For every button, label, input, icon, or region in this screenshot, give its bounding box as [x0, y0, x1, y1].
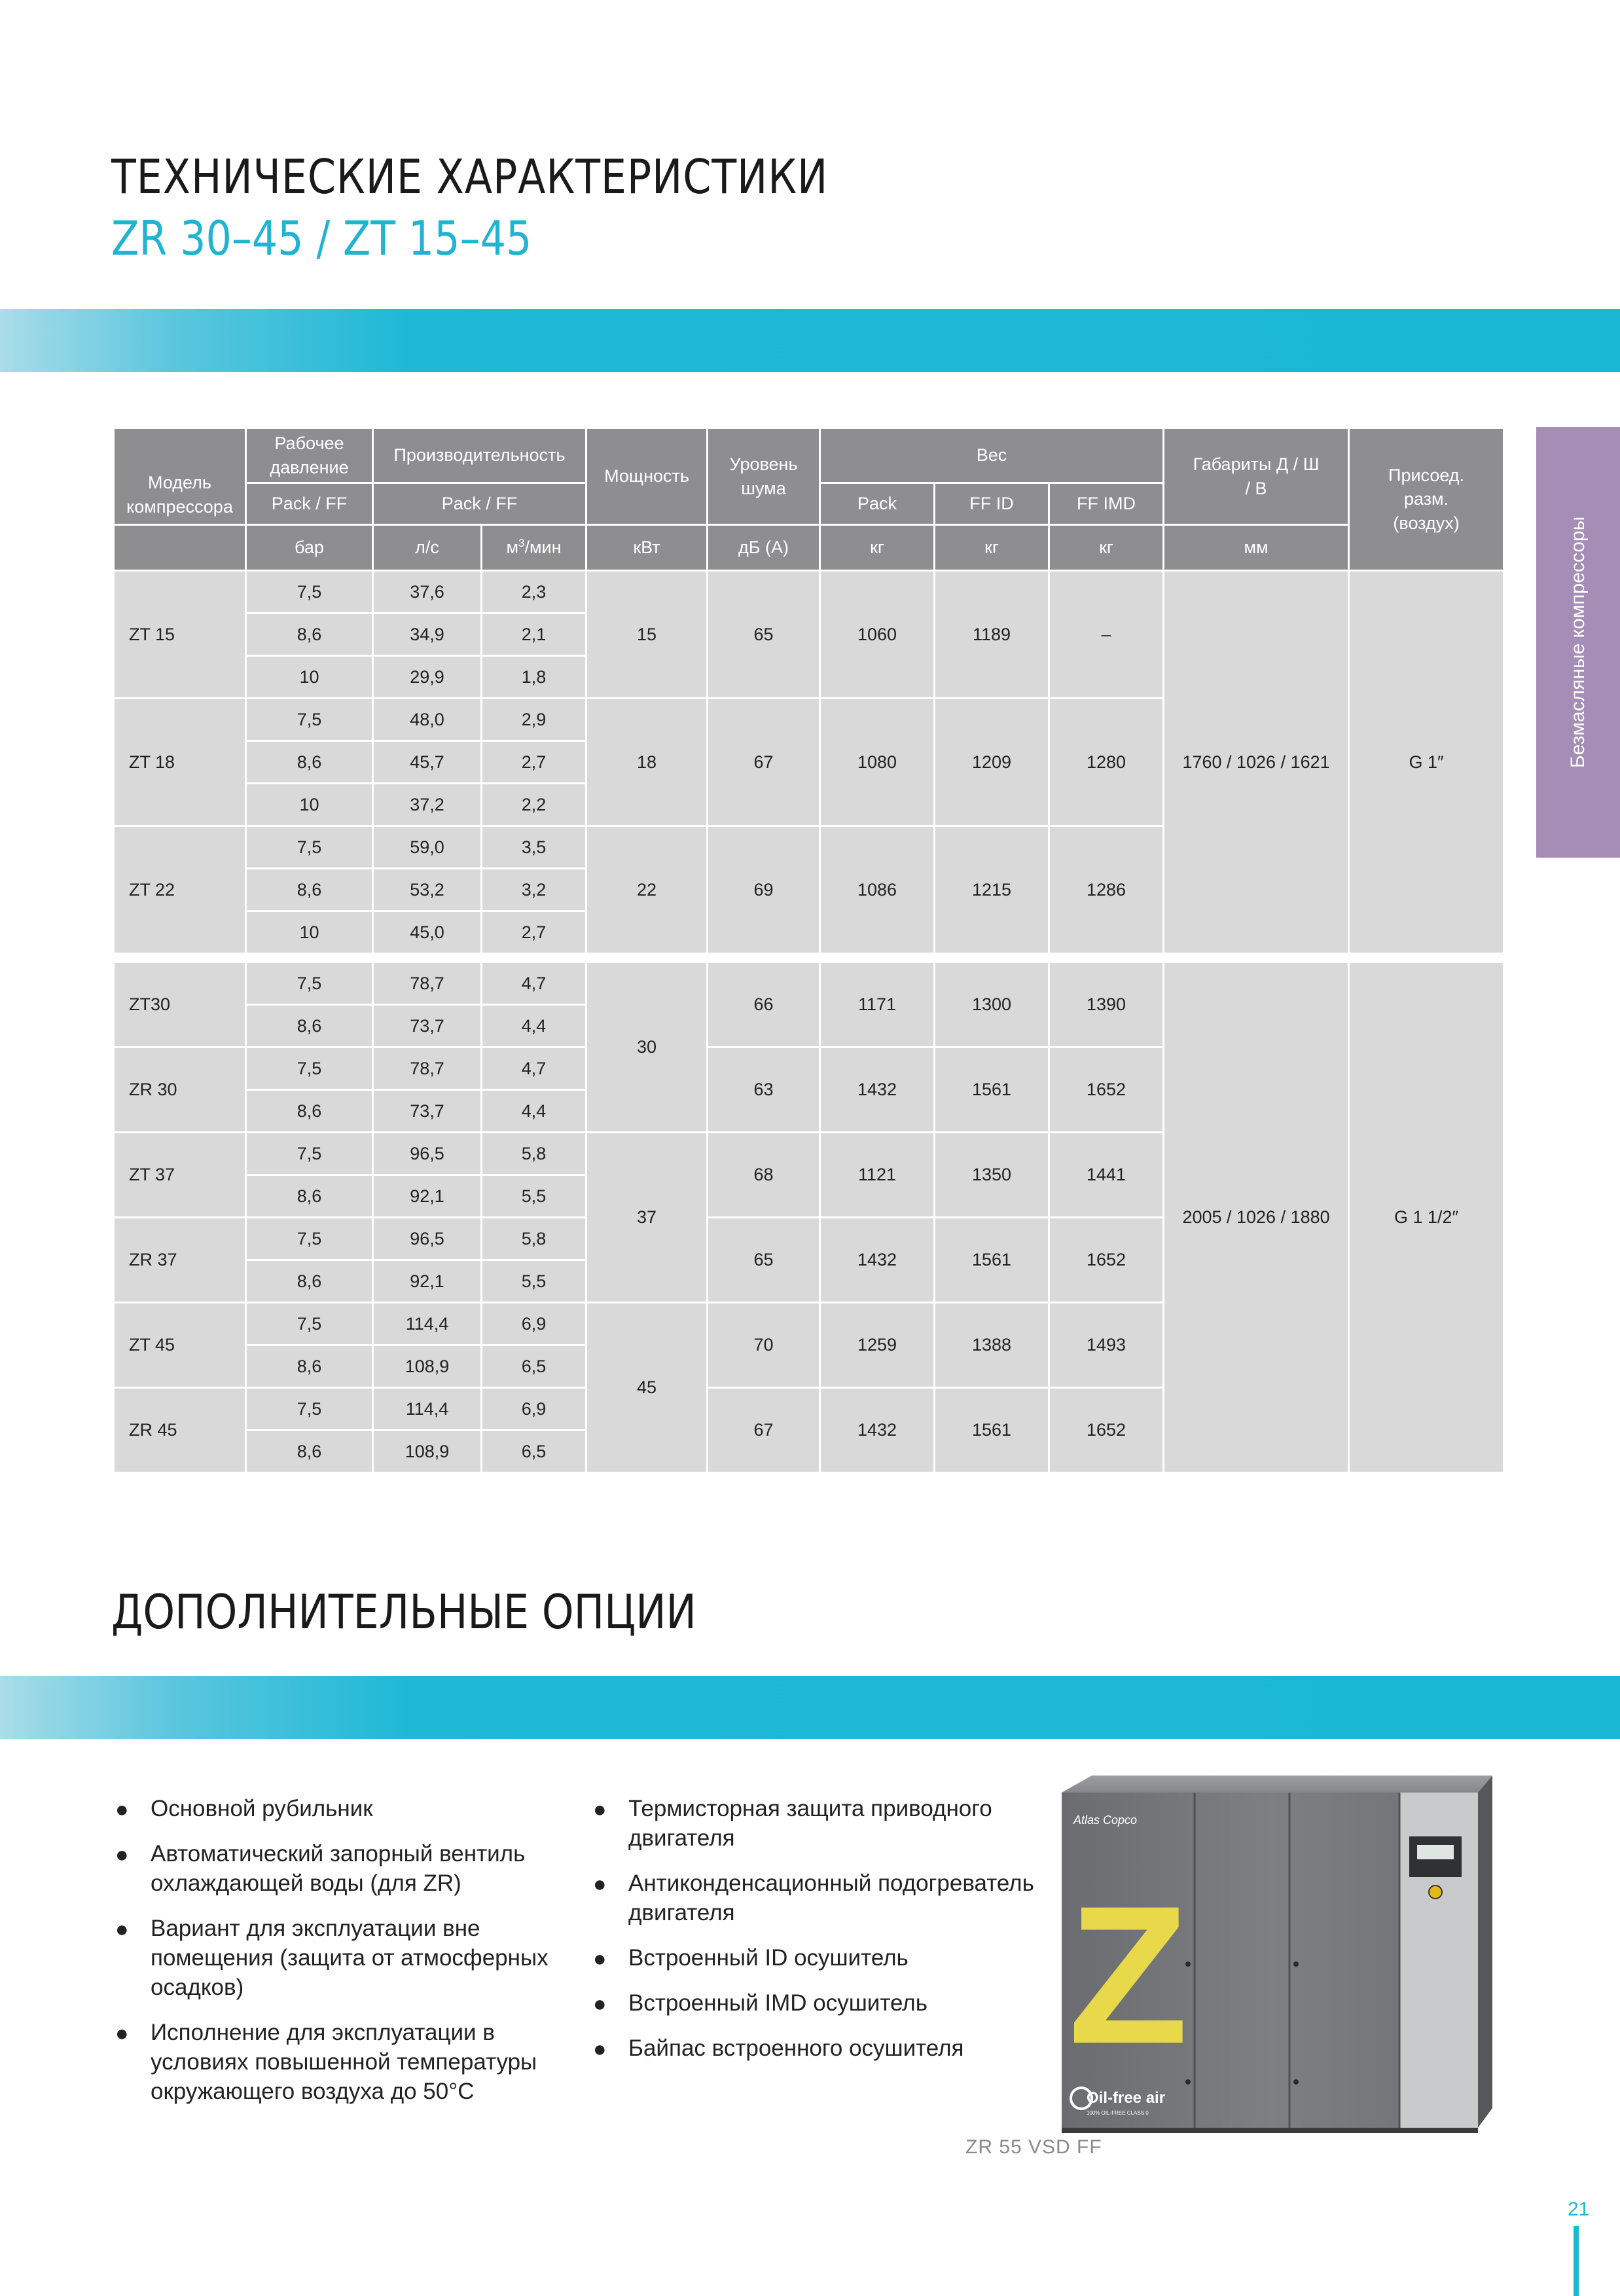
cell-pressure: 8,6 [246, 1005, 373, 1048]
cell-pressure: 8,6 [246, 1430, 373, 1473]
cell-capacity-ls: 53,2 [373, 869, 482, 911]
option-text: Встроенный IMD осушитель [628, 1990, 927, 2016]
cell-model: ZR 30 [114, 1048, 246, 1133]
cell-weight-ffid: 1350 [935, 1133, 1049, 1218]
cell-weight-ffimd: 1441 [1049, 1133, 1164, 1218]
header-unit-kg: кг [935, 525, 1049, 571]
header-capacity: Производительность [373, 428, 586, 483]
section-side-tab [1536, 427, 1620, 858]
cell-capacity-ls: 108,9 [373, 1345, 482, 1388]
cell-weight-ffid: 1561 [935, 1388, 1049, 1473]
cell-pressure: 7,5 [246, 571, 373, 613]
option-item [589, 1943, 1060, 1973]
cell-capacity-ls: 73,7 [373, 1005, 482, 1048]
cell-model: ZT 45 [114, 1303, 246, 1388]
table-row [114, 571, 1504, 613]
cell-pressure: 8,6 [246, 1345, 373, 1388]
cell-weight-ffid: 1388 [935, 1303, 1049, 1388]
cell-pressure: 8,6 [246, 1090, 373, 1133]
header-pressure-sub: Pack / FF [246, 483, 373, 525]
header-unit-kg: кг [1049, 525, 1164, 571]
table-row [114, 962, 1504, 1005]
header-pressure: Рабочее давление [246, 428, 373, 483]
cell-capacity-ls: 37,6 [373, 571, 482, 613]
cell-weight-pack: 1121 [820, 1133, 935, 1218]
cell-pressure: 8,6 [246, 613, 373, 656]
cell-dimensions: 2005 / 1026 / 1880 [1164, 962, 1349, 1473]
cell-capacity-m3: 4,4 [482, 1090, 586, 1133]
cell-capacity-m3: 6,5 [482, 1430, 586, 1473]
oil-free-badge: Oil-free air [1087, 2089, 1166, 2107]
option-text: Вариант для эксплуатации вне помещения (защита от атмосферных осадков) [151, 1916, 549, 2000]
cell-pressure: 7,5 [246, 1388, 373, 1430]
decorative-band [0, 309, 1620, 372]
cell-dimensions: 1760 / 1026 / 1621 [1164, 571, 1349, 954]
option-item [111, 1839, 569, 1898]
cell-model: ZT 22 [114, 826, 246, 954]
cell-pressure: 7,5 [246, 1303, 373, 1345]
cell-noise: 63 [708, 1048, 820, 1133]
cell-noise: 70 [708, 1303, 820, 1388]
cell-weight-ffid: 1561 [935, 1218, 1049, 1303]
cell-pressure: 7,5 [246, 1218, 373, 1260]
cell-noise: 69 [708, 826, 820, 954]
option-text: Антиконденсационный подогреватель двигателя [628, 1870, 1034, 1925]
page-subtitle: ZR 30–45 / ZT 15–45 [111, 211, 532, 266]
options-list-left [111, 1794, 569, 2122]
cell-capacity-m3: 3,2 [482, 869, 586, 911]
header-weight: Вес [820, 428, 1164, 483]
bullet-icon: ● [115, 1797, 129, 1822]
bullet-icon: ● [593, 1797, 607, 1822]
cell-capacity-m3: 6,9 [482, 1303, 586, 1345]
controller-display [1417, 1845, 1454, 1859]
cell-capacity-m3: 3,5 [482, 826, 586, 869]
cell-connection: G 1 1/2″ [1349, 962, 1504, 1473]
cell-capacity-m3: 4,7 [482, 962, 586, 1005]
emergency-stop-icon [1429, 1886, 1442, 1899]
cell-pressure: 7,5 [246, 1048, 373, 1090]
cell-pressure: 8,6 [246, 741, 373, 784]
header-weight-ffimd: FF IMD [1049, 483, 1164, 525]
page-number: 21 [1568, 2198, 1590, 2220]
cell-pressure: 7,5 [246, 826, 373, 869]
cell-capacity-m3: 2,1 [482, 613, 586, 656]
cell-model: ZR 37 [114, 1218, 246, 1303]
header-unit-kw: кВт [586, 525, 708, 571]
cell-noise: 67 [708, 699, 820, 826]
cell-capacity-m3: 4,4 [482, 1005, 586, 1048]
cell-weight-pack: 1060 [820, 571, 935, 699]
bullet-icon: ● [593, 1872, 607, 1897]
cell-pressure: 7,5 [246, 962, 373, 1005]
header-noise: Уровень шума [708, 428, 820, 525]
cell-noise: 66 [708, 962, 820, 1048]
page-title: ТЕХНИЧЕСКИЕ ХАРАКТЕРИСТИКИ [111, 149, 829, 204]
cell-weight-pack: 1086 [820, 826, 935, 954]
cell-weight-ffimd: 1286 [1049, 826, 1164, 954]
cell-capacity-ls: 45,0 [373, 911, 482, 954]
cell-weight-ffid: 1561 [935, 1048, 1049, 1133]
option-text: Исполнение для эксплуатации в условиях повышенной температуры окружающего воздуха до 50°C [151, 2020, 537, 2104]
spec-table [113, 427, 1505, 1474]
cell-capacity-m3: 5,8 [482, 1133, 586, 1175]
cell-capacity-m3: 2,7 [482, 911, 586, 954]
cell-weight-ffid: 1189 [935, 571, 1049, 699]
cell-weight-pack: 1171 [820, 962, 935, 1048]
option-text: Термисторная защита приводного двигателя [628, 1796, 992, 1851]
cell-pressure: 10 [246, 656, 373, 699]
cell-noise: 65 [708, 1218, 820, 1303]
cell-power: 18 [586, 699, 708, 826]
cell-capacity-m3: 5,8 [482, 1218, 586, 1260]
cell-capacity-m3: 5,5 [482, 1175, 586, 1218]
header-model: Модель компрессора [114, 428, 246, 525]
cell-pressure: 10 [246, 784, 373, 826]
cell-capacity-ls: 59,0 [373, 826, 482, 869]
cell-capacity-ls: 48,0 [373, 699, 482, 741]
cell-capacity-ls: 78,7 [373, 962, 482, 1005]
bullet-icon: ● [115, 1842, 129, 1867]
options-list-right [589, 1794, 1060, 2079]
cell-power: 37 [586, 1133, 708, 1303]
option-item [589, 2033, 1060, 2063]
cell-weight-ffimd: – [1049, 571, 1164, 699]
cell-weight-pack: 1432 [820, 1388, 935, 1473]
product-caption: ZR 55 VSD FF [965, 2136, 1102, 2158]
cell-weight-pack: 1080 [820, 699, 935, 826]
cell-pressure: 7,5 [246, 1133, 373, 1175]
oil-free-badge-sub: 100% OIL-FREE CLASS 0 [1087, 2110, 1149, 2116]
cell-weight-ffimd: 1390 [1049, 962, 1164, 1048]
cell-model: ZT 37 [114, 1133, 246, 1218]
header-dims: Габариты Д / Ш / В [1164, 428, 1349, 525]
bullet-icon: ● [115, 1917, 129, 1942]
cell-capacity-ls: 29,9 [373, 656, 482, 699]
cell-capacity-m3: 6,9 [482, 1388, 586, 1430]
cell-model: ZR 45 [114, 1388, 246, 1473]
header-unit-m3min: $м^3$/мин [482, 525, 586, 571]
cell-pressure: 7,5 [246, 699, 373, 741]
header-weight-pack: Pack [820, 483, 935, 525]
cell-capacity-m3: 2,2 [482, 784, 586, 826]
cell-noise: 65 [708, 571, 820, 699]
cell-capacity-m3: 2,3 [482, 571, 586, 613]
cell-capacity-ls: 92,1 [373, 1260, 482, 1303]
section-side-tab-label: Безмасляные компрессоры [1567, 516, 1589, 769]
option-text: Встроенный ID осушитель [628, 1945, 909, 1971]
cell-capacity-m3: 2,9 [482, 699, 586, 741]
cell-model: ZT 18 [114, 699, 246, 826]
cell-capacity-ls: 96,5 [373, 1133, 482, 1175]
options-title: ДОПОЛНИТЕЛЬНЫЕ ОПЦИИ [111, 1584, 696, 1639]
cell-capacity-ls: 114,4 [373, 1303, 482, 1345]
cell-weight-ffimd: 1652 [1049, 1388, 1164, 1473]
cell-capacity-ls: 73,7 [373, 1090, 482, 1133]
option-item [589, 1868, 1060, 1927]
header-power: Мощность [586, 428, 708, 525]
table-group-1 [114, 571, 1504, 954]
option-text: Основной рубильник [151, 1796, 373, 1821]
cell-capacity-m3: 2,7 [482, 741, 586, 784]
cell-power: 45 [586, 1303, 708, 1473]
cell-model: ZT30 [114, 962, 246, 1048]
cell-power: 22 [586, 826, 708, 954]
cell-weight-ffid: 1300 [935, 962, 1049, 1048]
cell-capacity-m3: 1,8 [482, 656, 586, 699]
cell-capacity-ls: 92,1 [373, 1175, 482, 1218]
option-item [111, 1914, 569, 2002]
bullet-icon: ● [593, 1946, 607, 1971]
cell-capacity-m3: 5,5 [482, 1260, 586, 1303]
page-number-bar [1574, 2226, 1579, 2296]
cell-connection: G 1″ [1349, 571, 1504, 954]
option-item [589, 1794, 1060, 1853]
cell-capacity-ls: 34,9 [373, 613, 482, 656]
decorative-band [0, 1676, 1620, 1739]
header-connection: Присоед. разм. (воздух) [1349, 428, 1504, 571]
z-letter-logo: Z [1068, 1865, 1189, 2085]
table-group-2 [114, 962, 1504, 1473]
cell-weight-pack: 1432 [820, 1218, 935, 1303]
cell-weight-ffid: 1209 [935, 699, 1049, 826]
cell-capacity-ls: 108,9 [373, 1430, 482, 1473]
header-weight-ffid: FF ID [935, 483, 1049, 525]
header-unit-db: дБ (А) [708, 525, 820, 571]
cell-weight-ffid: 1215 [935, 826, 1049, 954]
cell-weight-ffimd: 1652 [1049, 1218, 1164, 1303]
cell-capacity-ls: 96,5 [373, 1218, 482, 1260]
cell-weight-ffimd: 1493 [1049, 1303, 1164, 1388]
option-text: Автоматический запорный вентиль охлаждающей воды (для ZR) [151, 1841, 526, 1896]
option-item [111, 2018, 569, 2106]
cell-power: 30 [586, 962, 708, 1133]
cell-capacity-ls: 78,7 [373, 1048, 482, 1090]
option-text: Байпас встроенного осушителя [628, 2035, 964, 2061]
bullet-icon: ● [593, 1992, 607, 2016]
cell-noise: 67 [708, 1388, 820, 1473]
cell-weight-ffimd: 1652 [1049, 1048, 1164, 1133]
option-item [111, 1794, 569, 1823]
cell-capacity-m3: 6,5 [482, 1345, 586, 1388]
bullet-icon: ● [593, 2037, 607, 2062]
compressor-image [1041, 1768, 1512, 2160]
cell-pressure: 10 [246, 911, 373, 954]
option-item [589, 1988, 1060, 2018]
brand-logo: Atlas Copco [1073, 1813, 1138, 1827]
cell-capacity-ls: 37,2 [373, 784, 482, 826]
cell-power: 15 [586, 571, 708, 699]
cell-weight-pack: 1432 [820, 1048, 935, 1133]
header-unit-mm: мм [1164, 525, 1349, 571]
cell-pressure: 8,6 [246, 1260, 373, 1303]
cell-model: ZT 15 [114, 571, 246, 699]
cell-capacity-m3: 4,7 [482, 1048, 586, 1090]
header-capacity-sub: Pack / FF [373, 483, 586, 525]
cell-pressure: 8,6 [246, 869, 373, 911]
header-unit-ls: л/с [373, 525, 482, 571]
cell-capacity-ls: 114,4 [373, 1388, 482, 1430]
cell-weight-pack: 1259 [820, 1303, 935, 1388]
header-unit-empty [114, 525, 246, 571]
header-unit-bar: бар [246, 525, 373, 571]
header-unit-kg: кг [820, 525, 935, 571]
cell-pressure: 8,6 [246, 1175, 373, 1218]
cell-capacity-ls: 45,7 [373, 741, 482, 784]
bullet-icon: ● [115, 2021, 129, 2046]
cell-noise: 68 [708, 1133, 820, 1218]
cell-weight-ffimd: 1280 [1049, 699, 1164, 826]
